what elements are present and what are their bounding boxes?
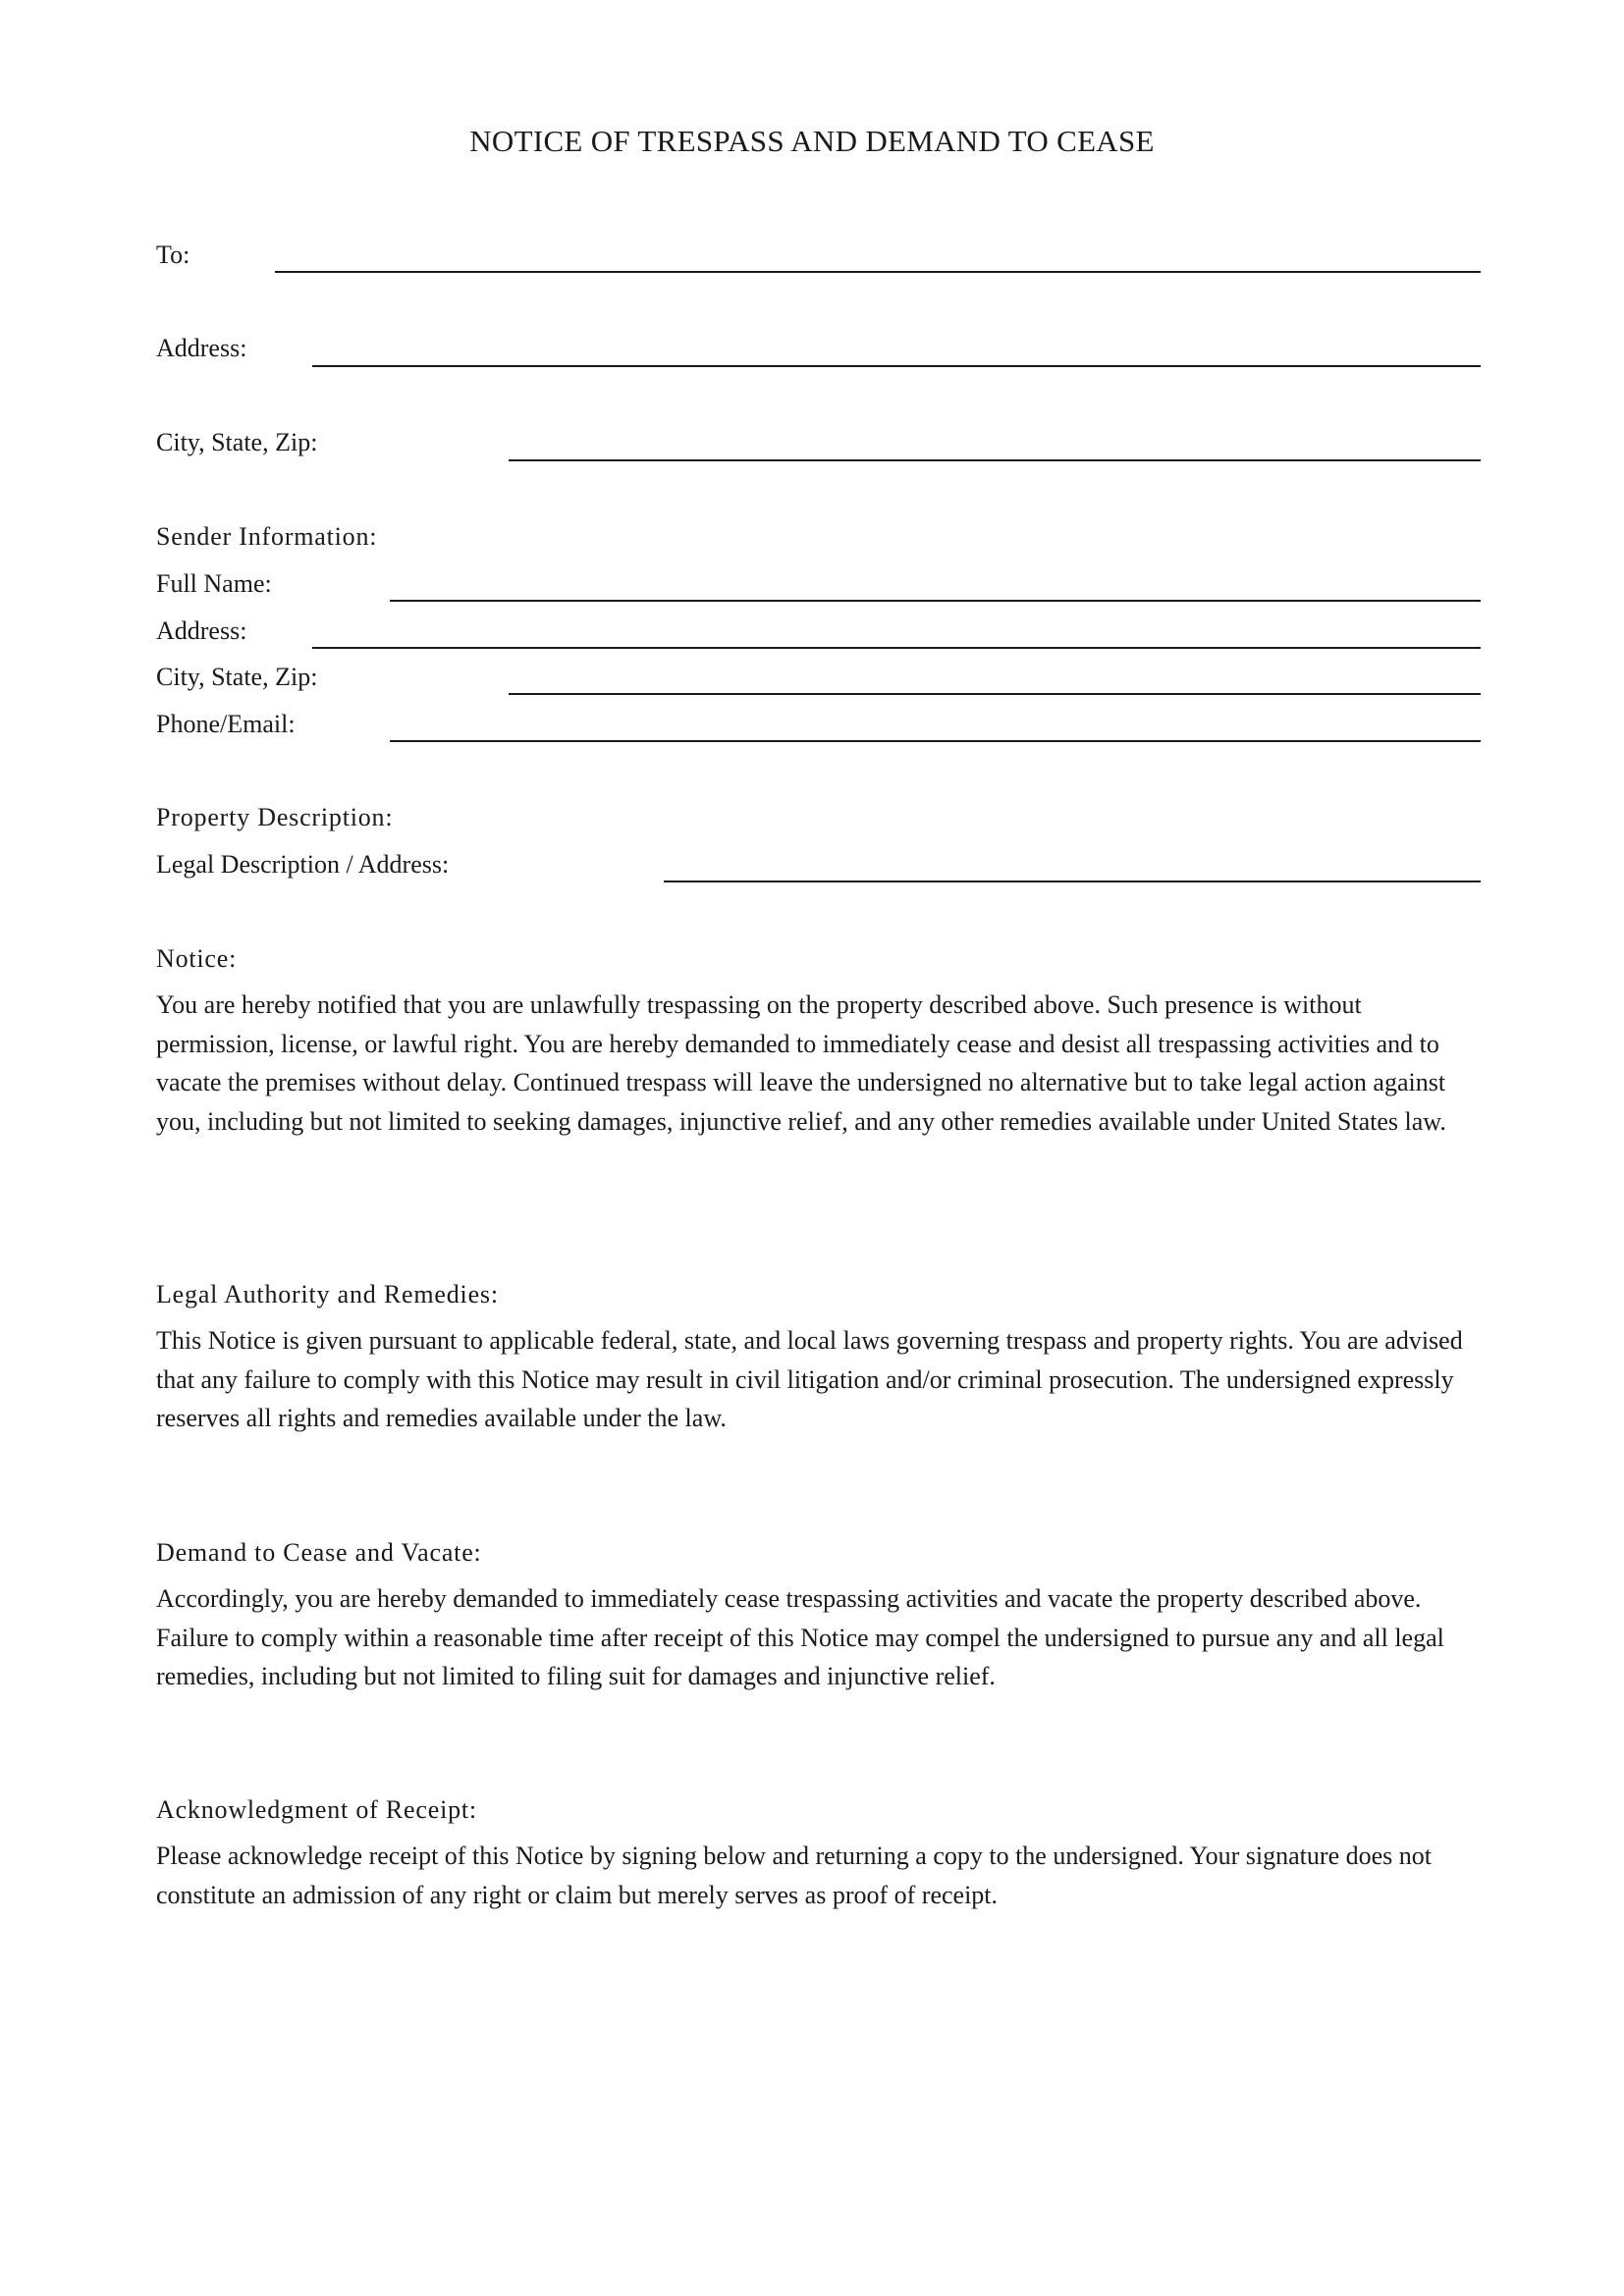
notice-heading: Notice: [156,944,238,973]
notice-paragraph: You are hereby notified that you are unlawfully trespassing on the property described above. Such presence is without permission, license, or lawful right. You are hereby demanded to immediately cease and desist all trespassing activities and to vacate the premises without delay. Continued trespass will leave the undersigned no alternative but to take legal action against you, including but not limited to seeking damages, injunctive relief, and any other remedies available under United States law. [156,990,1446,1136]
recipient-city-state-zip-label: City, State, Zip: [156,428,318,456]
sender-phone-email-label: Phone/Email: [156,710,296,738]
sender-address-field-line[interactable] [312,647,1481,649]
sender-full-name-label: Full Name: [156,569,272,598]
sender-address-label: Address: [156,616,247,645]
legal-description-field-line[interactable] [664,881,1481,882]
demand-heading: Demand to Cease and Vacate: [156,1538,482,1567]
document-title: NOTICE OF TRESPASS AND DEMAND TO CEASE [469,124,1155,158]
to-label: To: [156,240,190,269]
legal-authority-paragraph: This Notice is given pursuant to applicable federal, state, and local laws governing trespass and property rights. You are advised that any failure to comply with this Notice may result in civil litigation and/or criminal prosecution. The undersigned expressly reserves all rights and remedies available under the law. [156,1326,1463,1432]
demand-paragraph: Accordingly, you are hereby demanded to immediately cease trespassing activities and vacate the property described above. Failure to comply within a reasonable time after receipt of this Notice may compel the undersigned to pursue any and all legal remedies, including but not limited to filing suit for damages and injunctive relief. [156,1584,1444,1690]
legal-authority-heading: Legal Authority and Remedies: [156,1280,499,1308]
legal-description-label: Legal Description / Address: [156,850,450,879]
recipient-city-state-zip-field-line[interactable] [509,459,1481,461]
sender-information-heading: Sender Information: [156,522,378,551]
acknowledgment-paragraph: Please acknowledge receipt of this Notice by signing below and returning a copy to the undersigned. Your signature does not constitute an admission of any right or claim but merely serves as proof of receipt. [156,1842,1432,1909]
acknowledgment-heading: Acknowledgment of Receipt: [156,1795,477,1824]
recipient-address-label: Address: [156,334,247,362]
sender-city-state-zip-label: City, State, Zip: [156,663,318,691]
recipient-address-field-line[interactable] [312,365,1481,367]
sender-phone-email-field-line[interactable] [390,740,1481,742]
property-description-heading: Property Description: [156,803,394,831]
to-field-line[interactable] [275,271,1481,273]
sender-full-name-field-line[interactable] [390,600,1481,602]
sender-city-state-zip-field-line[interactable] [509,693,1481,695]
